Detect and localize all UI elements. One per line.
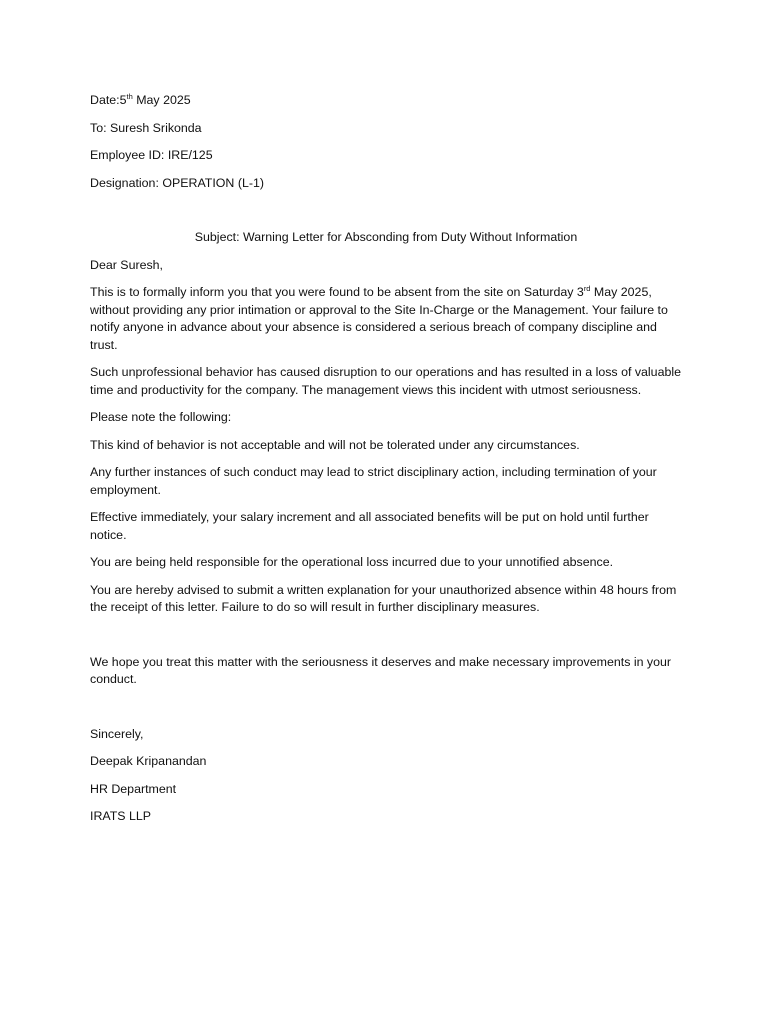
paragraph-impact: Such unprofessional behavior has caused disruption to our operations and has resulted in a loss of valuable time and productivity for the company. The management views this incident with utmost seriousness. — [90, 365, 681, 397]
signatory-name: Deepak Kripanandan — [90, 754, 207, 768]
paragraph-absence-notice-part2: May 2025, without providing any prior intimation or approval to the Site In-Charge or the Management. Your failure to notify anyone in advance about your absence is considered a serious breach of company discipline and trust. — [90, 285, 668, 352]
sign-off: Sincerely, — [90, 726, 144, 741]
paragraph-absence-notice-part1: This is to formally inform you that you were found to be absent from the site on Saturday 3 — [90, 285, 584, 299]
absence-date-superscript: rd — [583, 283, 591, 293]
designation-line: Designation: OPERATION (L-1) — [90, 175, 264, 190]
paragraph-explanation-request: You are hereby advised to submit a written explanation for your unauthorized absence within 48 hours from the receipt of this letter. Failure to do so will result in further disciplinary measures. — [90, 582, 677, 614]
recipient-line: To: Suresh Srikonda — [90, 120, 202, 135]
salutation: Dear Suresh, — [90, 257, 164, 272]
paragraph-termination-warning: Any further instances of such conduct may lead to strict disciplinary action, including termination of your employment. — [90, 465, 657, 497]
company-name: IRATS LLP — [90, 809, 152, 823]
paragraph-increment-hold: Effective immediately, your salary increment and all associated benefits will be put on hold until further notice. — [90, 510, 649, 542]
paragraph-absence-notice — [90, 284, 682, 354]
employee-id-line: Employee ID: IRE/125 — [90, 148, 213, 162]
date-prefix: Date:5 — [90, 93, 127, 107]
date-suffix: May 2025 — [132, 93, 191, 107]
signatory-department: HR Department — [90, 781, 177, 796]
paragraph-closing-hope: We hope you treat this matter with the seriousness it deserves and make necessary improvements in your conduct. — [90, 654, 672, 686]
paragraph-not-tolerated: This kind of behavior is not acceptable and will not be tolerated under any circumstances. — [90, 437, 580, 452]
date-superscript: th — [126, 91, 133, 101]
warning-letter — [90, 92, 682, 836]
paragraph-loss-responsibility: You are being held responsible for the operational loss incurred due to your unnotified absence. — [90, 555, 614, 569]
letter-date — [90, 92, 682, 110]
subject-line: Subject: Warning Letter for Absconding from Duty Without Information — [194, 230, 578, 244]
paragraph-note-intro: Please note the following: — [90, 410, 232, 424]
